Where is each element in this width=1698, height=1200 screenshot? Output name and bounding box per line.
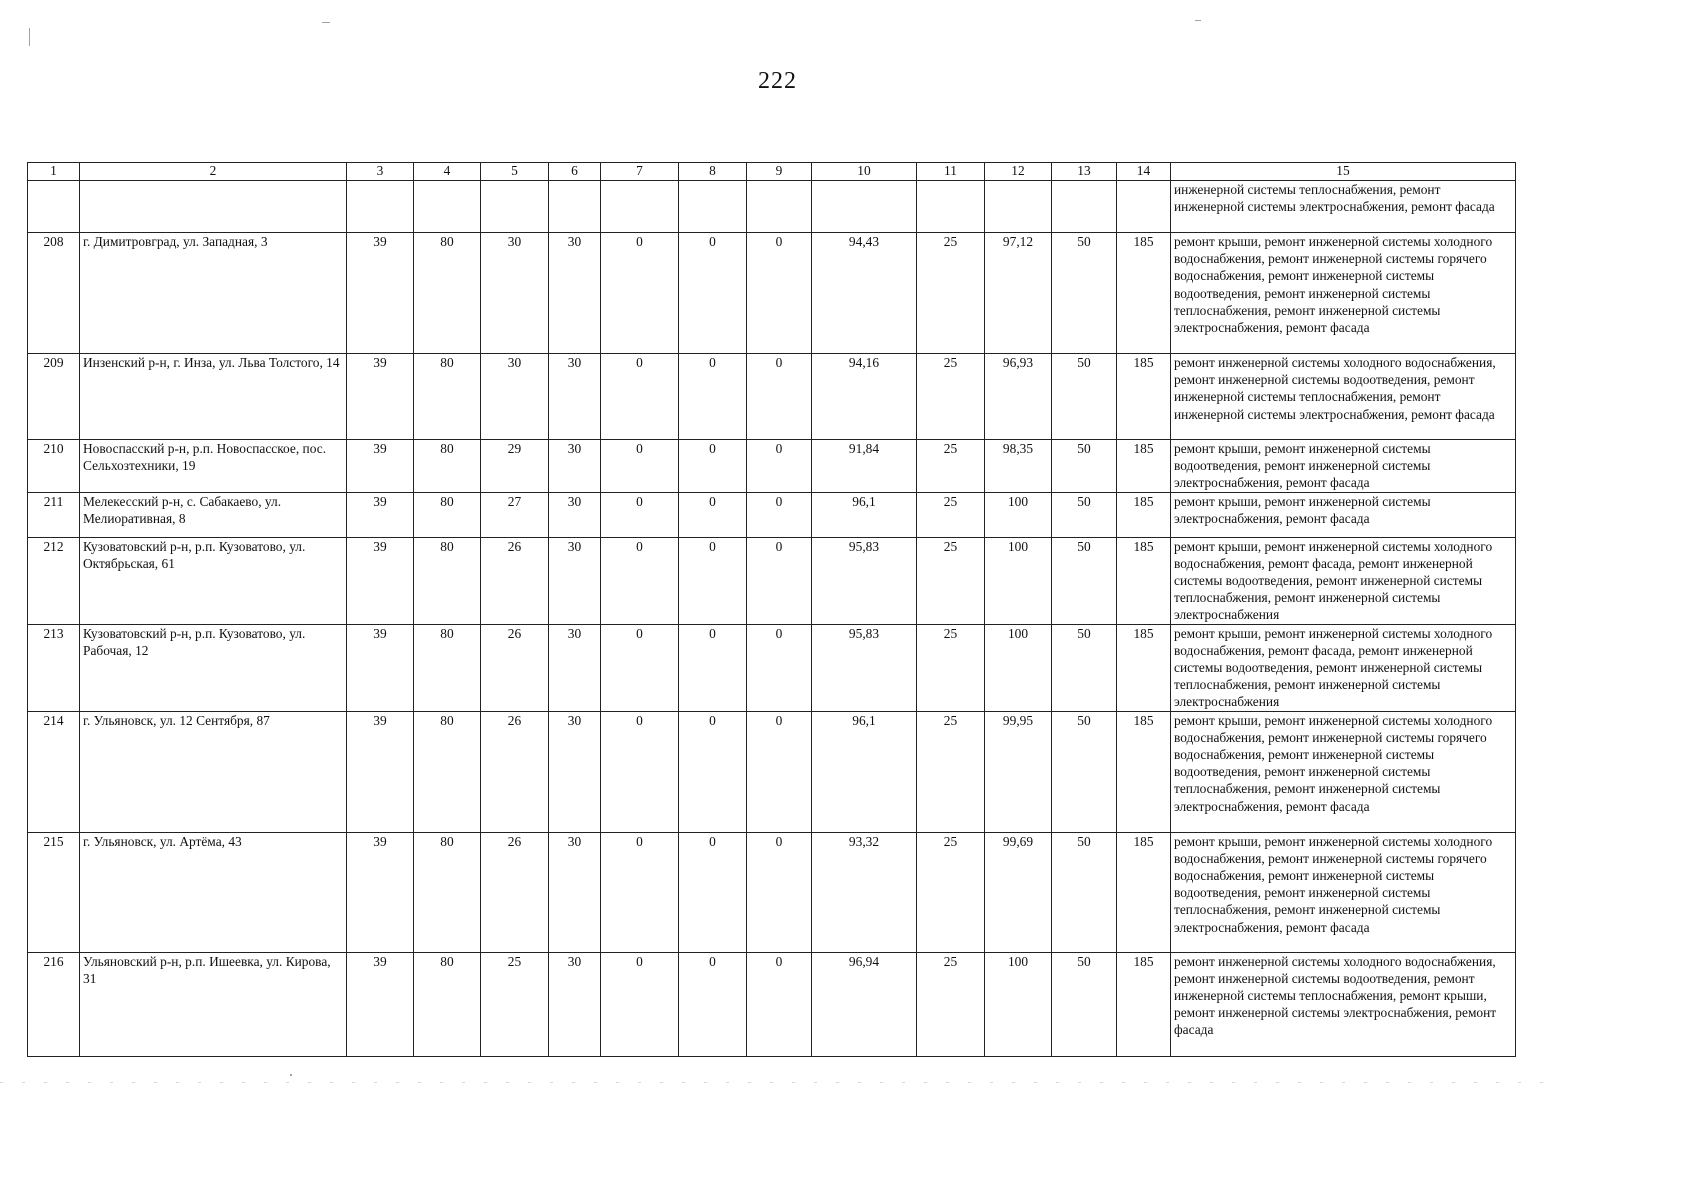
table-cell: 97,12 bbox=[985, 233, 1052, 354]
table-cell bbox=[747, 181, 812, 233]
table-cell bbox=[812, 181, 917, 233]
table-cell: 25 bbox=[917, 354, 985, 440]
table-cell: 185 bbox=[1117, 233, 1171, 354]
table-cell: 80 bbox=[414, 952, 481, 1056]
table-cell: 185 bbox=[1117, 537, 1171, 624]
table-cell: 185 bbox=[1117, 440, 1171, 493]
table-cell: 185 bbox=[1117, 492, 1171, 537]
table-cell-address: г. Ульяновск, ул. 12 Сентября, 87 bbox=[80, 711, 347, 832]
table-cell: 25 bbox=[481, 952, 549, 1056]
table-cell: 30 bbox=[481, 354, 549, 440]
table-cell: 0 bbox=[679, 537, 747, 624]
table-cell: 0 bbox=[601, 440, 679, 493]
table-cell: 26 bbox=[481, 537, 549, 624]
table-cell: 96,94 bbox=[812, 952, 917, 1056]
table-cell: 0 bbox=[747, 537, 812, 624]
table-cell bbox=[917, 181, 985, 233]
table-cell: 100 bbox=[985, 952, 1052, 1056]
table-cell-address: г. Димитровград, ул. Западная, 3 bbox=[80, 233, 347, 354]
table-cell: 0 bbox=[679, 354, 747, 440]
table-cell: 96,1 bbox=[812, 711, 917, 832]
table-cell-works: ремонт крыши, ремонт инженерной системы водоотведения, ремонт инженерной системы электроснабжения, ремонт фасада bbox=[1171, 440, 1516, 493]
table-cell-works: ремонт инженерной системы холодного водоснабжения, ремонт инженерной системы водоотведения, ремонт инженерной системы теплоснабжения, ремонт крыши, ремонт инженерной системы электроснабжения, ремонт фасада bbox=[1171, 952, 1516, 1056]
table-cell: 0 bbox=[601, 624, 679, 711]
scan-artifact-left-edge bbox=[29, 28, 30, 46]
column-header: 10 bbox=[812, 163, 917, 181]
table-cell: 96,1 bbox=[812, 492, 917, 537]
table-cell-works: инженерной системы теплоснабжения, ремонт инженерной системы электроснабжения, ремонт фасада bbox=[1171, 181, 1516, 233]
table-cell: 0 bbox=[747, 233, 812, 354]
table-cell: 95,83 bbox=[812, 537, 917, 624]
table-cell: 216 bbox=[28, 952, 80, 1056]
table-cell: 39 bbox=[347, 440, 414, 493]
table-cell: 39 bbox=[347, 711, 414, 832]
table-cell: 0 bbox=[601, 492, 679, 537]
table-cell: 25 bbox=[917, 440, 985, 493]
table-cell: 95,83 bbox=[812, 624, 917, 711]
table-cell: 29 bbox=[481, 440, 549, 493]
table-cell: 214 bbox=[28, 711, 80, 832]
table-cell: 99,69 bbox=[985, 832, 1052, 952]
table-row bbox=[28, 537, 1516, 624]
table-cell: 208 bbox=[28, 233, 80, 354]
table-cell: 0 bbox=[747, 624, 812, 711]
table-cell: 0 bbox=[747, 952, 812, 1056]
scan-artifact-top-speck bbox=[322, 22, 330, 23]
table-cell: 0 bbox=[601, 233, 679, 354]
table-cell: 30 bbox=[549, 952, 601, 1056]
table-cell: 39 bbox=[347, 233, 414, 354]
table-cell: 100 bbox=[985, 624, 1052, 711]
table-cell: 50 bbox=[1052, 832, 1117, 952]
page-number: 222 bbox=[758, 68, 797, 94]
column-header: 9 bbox=[747, 163, 812, 181]
table-cell-address: Инзенский р-н, г. Инза, ул. Льва Толстого, 14 bbox=[80, 354, 347, 440]
table-cell-works: ремонт крыши, ремонт инженерной системы холодного водоснабжения, ремонт инженерной системы горячего водоснабжения, ремонт инженерной системы водоотведения, ремонт инженерной системы теплоснабжения, ремонт инженерной системы электроснабжения, ремонт фасада bbox=[1171, 711, 1516, 832]
table-cell: 185 bbox=[1117, 624, 1171, 711]
table-row bbox=[28, 354, 1516, 440]
table-cell: 27 bbox=[481, 492, 549, 537]
column-header: 11 bbox=[917, 163, 985, 181]
table-cell bbox=[1117, 181, 1171, 233]
table-cell: 30 bbox=[481, 233, 549, 354]
table-cell: 80 bbox=[414, 624, 481, 711]
table-cell: 99,95 bbox=[985, 711, 1052, 832]
table-cell: 98,35 bbox=[985, 440, 1052, 493]
column-header: 8 bbox=[679, 163, 747, 181]
column-header: 5 bbox=[481, 163, 549, 181]
table-cell: 0 bbox=[679, 952, 747, 1056]
table-cell: 211 bbox=[28, 492, 80, 537]
column-header: 6 bbox=[549, 163, 601, 181]
table-cell-address: Новоспасский р-н, р.п. Новоспасское, пос. Сельхозтехники, 19 bbox=[80, 440, 347, 493]
table-cell: 25 bbox=[917, 832, 985, 952]
table-cell bbox=[80, 181, 347, 233]
table-cell: 91,84 bbox=[812, 440, 917, 493]
table-cell: 30 bbox=[549, 832, 601, 952]
table-cell: 185 bbox=[1117, 711, 1171, 832]
table-cell: 25 bbox=[917, 233, 985, 354]
table-cell bbox=[347, 181, 414, 233]
table-cell: 0 bbox=[747, 711, 812, 832]
table-row bbox=[28, 832, 1516, 952]
table-cell: 50 bbox=[1052, 537, 1117, 624]
column-header: 3 bbox=[347, 163, 414, 181]
table-cell-address: Кузоватовский р-н, р.п. Кузоватово, ул. Октябрьская, 61 bbox=[80, 537, 347, 624]
table-row bbox=[28, 624, 1516, 711]
table-cell bbox=[1052, 181, 1117, 233]
table-cell: 80 bbox=[414, 354, 481, 440]
table-row bbox=[28, 952, 1516, 1056]
table-cell: 50 bbox=[1052, 711, 1117, 832]
table-cell: 50 bbox=[1052, 233, 1117, 354]
table-cell: 185 bbox=[1117, 354, 1171, 440]
scan-artifact-top-right-speck bbox=[1195, 20, 1201, 21]
table-cell: 0 bbox=[679, 233, 747, 354]
table-cell-works: ремонт крыши, ремонт инженерной системы электроснабжения, ремонт фасада bbox=[1171, 492, 1516, 537]
table-cell: 25 bbox=[917, 624, 985, 711]
table-cell: 212 bbox=[28, 537, 80, 624]
table-row bbox=[28, 440, 1516, 493]
table-cell: 80 bbox=[414, 440, 481, 493]
column-header: 2 bbox=[80, 163, 347, 181]
table-cell: 0 bbox=[747, 832, 812, 952]
table-cell: 30 bbox=[549, 537, 601, 624]
table-cell-works: ремонт крыши, ремонт инженерной системы холодного водоснабжения, ремонт фасада, ремонт инженерной системы водоотведения, ремонт инженерной системы теплоснабжения, ремонт инженерной системы электроснабжения bbox=[1171, 624, 1516, 711]
table-cell: 50 bbox=[1052, 492, 1117, 537]
table-cell: 26 bbox=[481, 711, 549, 832]
table-row bbox=[28, 233, 1516, 354]
table-cell: 185 bbox=[1117, 952, 1171, 1056]
table-cell: 30 bbox=[549, 711, 601, 832]
table-cell: 185 bbox=[1117, 832, 1171, 952]
table-cell: 50 bbox=[1052, 440, 1117, 493]
table-cell bbox=[601, 181, 679, 233]
table-cell: 80 bbox=[414, 832, 481, 952]
table-cell: 25 bbox=[917, 537, 985, 624]
table-cell: 94,16 bbox=[812, 354, 917, 440]
table-cell: 0 bbox=[679, 832, 747, 952]
table-cell bbox=[28, 181, 80, 233]
table-cell: 39 bbox=[347, 537, 414, 624]
table-cell: 0 bbox=[601, 832, 679, 952]
table-cell bbox=[679, 181, 747, 233]
column-header: 12 bbox=[985, 163, 1052, 181]
table-cell: 213 bbox=[28, 624, 80, 711]
table-cell: 80 bbox=[414, 537, 481, 624]
table-cell: 25 bbox=[917, 711, 985, 832]
table-cell: 0 bbox=[747, 354, 812, 440]
table-cell: 0 bbox=[679, 440, 747, 493]
column-header: 14 bbox=[1117, 163, 1171, 181]
table-cell: 80 bbox=[414, 711, 481, 832]
table-cell: 50 bbox=[1052, 952, 1117, 1056]
table-cell: 30 bbox=[549, 440, 601, 493]
table-cell-address: г. Ульяновск, ул. Артёма, 43 bbox=[80, 832, 347, 952]
table-cell bbox=[481, 181, 549, 233]
table-cell-address: Ульяновский р-н, р.п. Ишеевка, ул. Кирова, 31 bbox=[80, 952, 347, 1056]
table-row-continuation bbox=[28, 181, 1516, 233]
table-cell: 215 bbox=[28, 832, 80, 952]
table-cell: 0 bbox=[679, 711, 747, 832]
table-cell: 0 bbox=[601, 537, 679, 624]
table-cell: 80 bbox=[414, 233, 481, 354]
table-cell: 0 bbox=[679, 492, 747, 537]
table-row bbox=[28, 711, 1516, 832]
table-cell: 94,43 bbox=[812, 233, 917, 354]
table-cell: 30 bbox=[549, 354, 601, 440]
column-number-header-row bbox=[28, 163, 1516, 181]
table-cell-works: ремонт крыши, ремонт инженерной системы холодного водоснабжения, ремонт инженерной системы горячего водоснабжения, ремонт инженерной системы водоотведения, ремонт инженерной системы теплоснабжения, ремонт инженерной системы электроснабжения, ремонт фасада bbox=[1171, 233, 1516, 354]
table-cell: 39 bbox=[347, 832, 414, 952]
column-header: 1 bbox=[28, 163, 80, 181]
table-cell: 50 bbox=[1052, 354, 1117, 440]
table-cell: 0 bbox=[601, 354, 679, 440]
table-cell: 96,93 bbox=[985, 354, 1052, 440]
table-cell: 0 bbox=[601, 711, 679, 832]
table-cell: 210 bbox=[28, 440, 80, 493]
buildings-registry-table bbox=[27, 162, 1516, 1057]
table-cell-works: ремонт крыши, ремонт инженерной системы холодного водоснабжения, ремонт фасада, ремонт инженерной системы водоотведения, ремонт инженерной системы теплоснабжения, ремонт инженерной системы электроснабжения bbox=[1171, 537, 1516, 624]
table-cell: 100 bbox=[985, 492, 1052, 537]
table-row bbox=[28, 492, 1516, 537]
column-header: 15 bbox=[1171, 163, 1516, 181]
table-cell bbox=[549, 181, 601, 233]
table-cell: 80 bbox=[414, 492, 481, 537]
scan-artifact-bottom-speck bbox=[290, 1074, 292, 1076]
table-cell bbox=[985, 181, 1052, 233]
table-cell: 39 bbox=[347, 354, 414, 440]
table-cell: 100 bbox=[985, 537, 1052, 624]
table-cell-works: ремонт крыши, ремонт инженерной системы холодного водоснабжения, ремонт инженерной системы горячего водоснабжения, ремонт инженерной системы водоотведения, ремонт инженерной системы теплоснабжения, ремонт инженерной системы электроснабжения, ремонт фасада bbox=[1171, 832, 1516, 952]
scan-artifact-bottom-edge bbox=[0, 1082, 1555, 1083]
table-cell-address: Мелекесский р-н, с. Сабакаево, ул. Мелиоративная, 8 bbox=[80, 492, 347, 537]
table-cell: 39 bbox=[347, 624, 414, 711]
table-cell: 25 bbox=[917, 952, 985, 1056]
table-cell: 26 bbox=[481, 832, 549, 952]
table-cell: 0 bbox=[679, 624, 747, 711]
table-cell: 0 bbox=[747, 492, 812, 537]
table-cell: 30 bbox=[549, 233, 601, 354]
column-header: 4 bbox=[414, 163, 481, 181]
table-cell: 39 bbox=[347, 952, 414, 1056]
table-cell bbox=[414, 181, 481, 233]
table-cell: 26 bbox=[481, 624, 549, 711]
table-cell: 39 bbox=[347, 492, 414, 537]
table-cell-address: Кузоватовский р-н, р.п. Кузоватово, ул. Рабочая, 12 bbox=[80, 624, 347, 711]
column-header: 7 bbox=[601, 163, 679, 181]
column-header: 13 bbox=[1052, 163, 1117, 181]
table-cell: 0 bbox=[747, 440, 812, 493]
table-cell: 93,32 bbox=[812, 832, 917, 952]
table-cell: 25 bbox=[917, 492, 985, 537]
table-cell: 50 bbox=[1052, 624, 1117, 711]
table-cell: 0 bbox=[601, 952, 679, 1056]
table-cell: 209 bbox=[28, 354, 80, 440]
table-cell-works: ремонт инженерной системы холодного водоснабжения, ремонт инженерной системы водоотведения, ремонт инженерной системы теплоснабжения, ремонт инженерной системы электроснабжения, ремонт фасада bbox=[1171, 354, 1516, 440]
table-cell: 30 bbox=[549, 492, 601, 537]
table-cell: 30 bbox=[549, 624, 601, 711]
